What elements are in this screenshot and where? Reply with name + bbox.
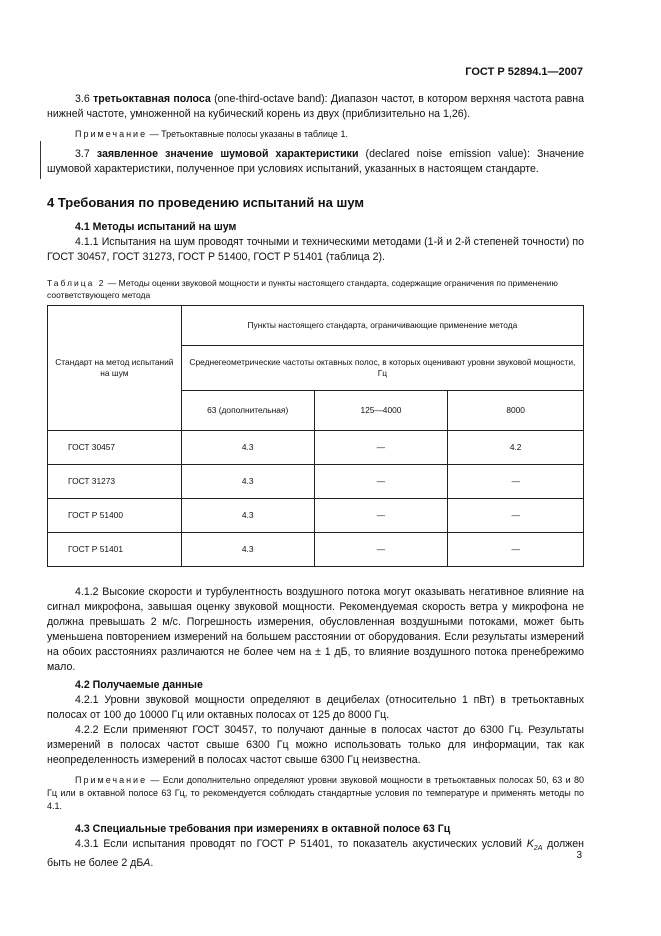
clause-3-6 (47, 92, 584, 122)
cell-125-4000: — (314, 431, 448, 465)
clause-3-7 (47, 147, 584, 177)
clause-4-2-2: 4.2.2 Если применяют ГОСТ 30457, то получают данные в полосах частот до 6300 Гц. Результаты измерений в полосах частот свыше 6300 Гц можно использовать только для информации, так как неопределенность измерений в полосах частот свыше 6300 Гц неизвестна. (47, 724, 584, 766)
doc-code-header: ГОСТ Р 52894.1—2007 (465, 66, 583, 78)
subsection-4-3-title (47, 822, 584, 837)
cell-8000: — (448, 465, 584, 499)
cell-standard: ГОСТ 31273 (48, 465, 182, 499)
cell-8000: 4.2 (448, 431, 584, 465)
cell-125-4000: — (314, 499, 448, 533)
page-number: 3 (576, 850, 582, 861)
header-freq-125-4000: 125—4000 (314, 391, 448, 431)
cell-standard: ГОСТ 30457 (48, 431, 182, 465)
header-frequencies: Среднегеометрические частоты октавных полос, в которых оценивают уровни звуковой мощности, Гц (181, 346, 583, 391)
clause-text-cont: должен быть не более 2 дБ (47, 838, 584, 870)
table-caption-text: — Методы оценки звуковой мощности и пункты настоящего стандарта, содержащие ограничения по применению соответствующего метода (47, 278, 558, 300)
cell-125-4000: — (314, 533, 448, 567)
cell-125-4000: — (314, 465, 448, 499)
clause-4-1-1: 4.1.1 Испытания на шум проводят точными и техническими методами (1-й и 2-й степеней точности) по ГОСТ 30457, ГОСТ 31273, ГОСТ Р 51400, ГОСТ Р 51401 (таблица 2). (47, 236, 584, 263)
clause-text: 4.3.1 Если испытания проводят по ГОСТ Р 51401, то показатель акустических условий (75, 838, 527, 850)
table-2-caption (47, 277, 584, 301)
table-2 (47, 305, 584, 567)
definition: (one-third-octave band): Диапазон частот, в котором верхняя частота равна нижней частоте, умноженной на кубический корень из двух (приблизительно на 1,26). (47, 93, 584, 120)
clause-4-1-2: 4.1.2 Высокие скорости и турбулентность воздушного потока могут оказывать негативное влияние на сигнал микрофона, завышая оценку звуковой мощности. Рекомендуемая скорость ветра у микрофона не должна превышать 2 м/с. Погрешность измерения, обусловленная воздушными потоками, может быть уменьшена повторением измерений на большем расстоянии от оборудования. Если результаты измерений на обоих расстояниях различаются не более чем на ± 1 дБ, то влияние воздушного потока пренебрежимо мало. (47, 586, 584, 673)
note-text: — Если дополнительно определяют уровни звуковой мощности в третьоктавных полосах 50, 63 и 80 Гц или в октавной полосе 63 Гц, то рекомендуется соблюдать стандартные условия по температуре и применять методы по 4.1. (47, 775, 584, 811)
clause-number: 3.7 (75, 148, 90, 160)
subsection-title: 4.1 Методы испытаний на шум (75, 221, 237, 233)
header-group: Пункты настоящего стандарта, ограничивающие применение метода (181, 306, 583, 346)
cell-8000: — (448, 533, 584, 567)
subsection-title: 4.2 Получаемые данные (75, 679, 203, 691)
cell-63: 4.3 (181, 499, 314, 533)
subsection-title: 4.3 Специальные требования при измерениях в октавной полосе 63 Гц (75, 823, 451, 835)
term: заявленное значение шумовой характеристики (96, 148, 359, 160)
clause-4-3-1 (47, 837, 584, 871)
note-text: — Третьоктавные полосы указаны в таблице 1. (149, 129, 348, 139)
header-standard: Стандарт на метод испытаний на шум (48, 306, 182, 431)
table-row (48, 499, 584, 533)
subsection-4-1-title (47, 220, 584, 235)
cell-8000: — (448, 499, 584, 533)
note-label: Примечание (75, 775, 148, 785)
cell-63: 4.3 (181, 465, 314, 499)
table-row (48, 533, 584, 567)
header-freq-8000: 8000 (448, 391, 584, 431)
section-4-title: 4 Требования по проведению испытаний на шум (47, 195, 365, 210)
subsection-4-2-title (47, 678, 584, 693)
table-label: Таблица 2 (47, 278, 106, 288)
unit-a: А (143, 857, 151, 870)
page-body (47, 92, 584, 871)
clause-number: 3.6 (75, 93, 90, 105)
table-row (48, 431, 584, 465)
header-freq-63: 63 (дополнительная) (181, 391, 314, 431)
change-bar (40, 141, 41, 179)
k-subscript: 2A (533, 845, 543, 853)
note-label: Примечание (75, 129, 148, 139)
clause-4-2-1: 4.2.1 Уровни звуковой мощности определяют в децибелах (относительно 1 пВт) в третьоктавных полосах от 100 до 10000 Гц или октавных полосах от 125 до 8000 Гц. (47, 694, 584, 721)
note-4-2 (47, 774, 584, 813)
cell-63: 4.3 (181, 533, 314, 567)
cell-standard: ГОСТ Р 51401 (48, 533, 182, 567)
note-3-6 (47, 128, 584, 141)
k-symbol: K (526, 838, 534, 850)
table-row (48, 465, 584, 499)
cell-standard: ГОСТ Р 51400 (48, 499, 182, 533)
definition: (declared noise emission value): Значение шумовой характеристики, полученное при условиях испытаний, указанных в настоящем стандарте. (47, 148, 584, 175)
term: третьоктавная полоса (93, 93, 211, 105)
clause-end: . (150, 857, 154, 870)
cell-63: 4.3 (181, 431, 314, 465)
